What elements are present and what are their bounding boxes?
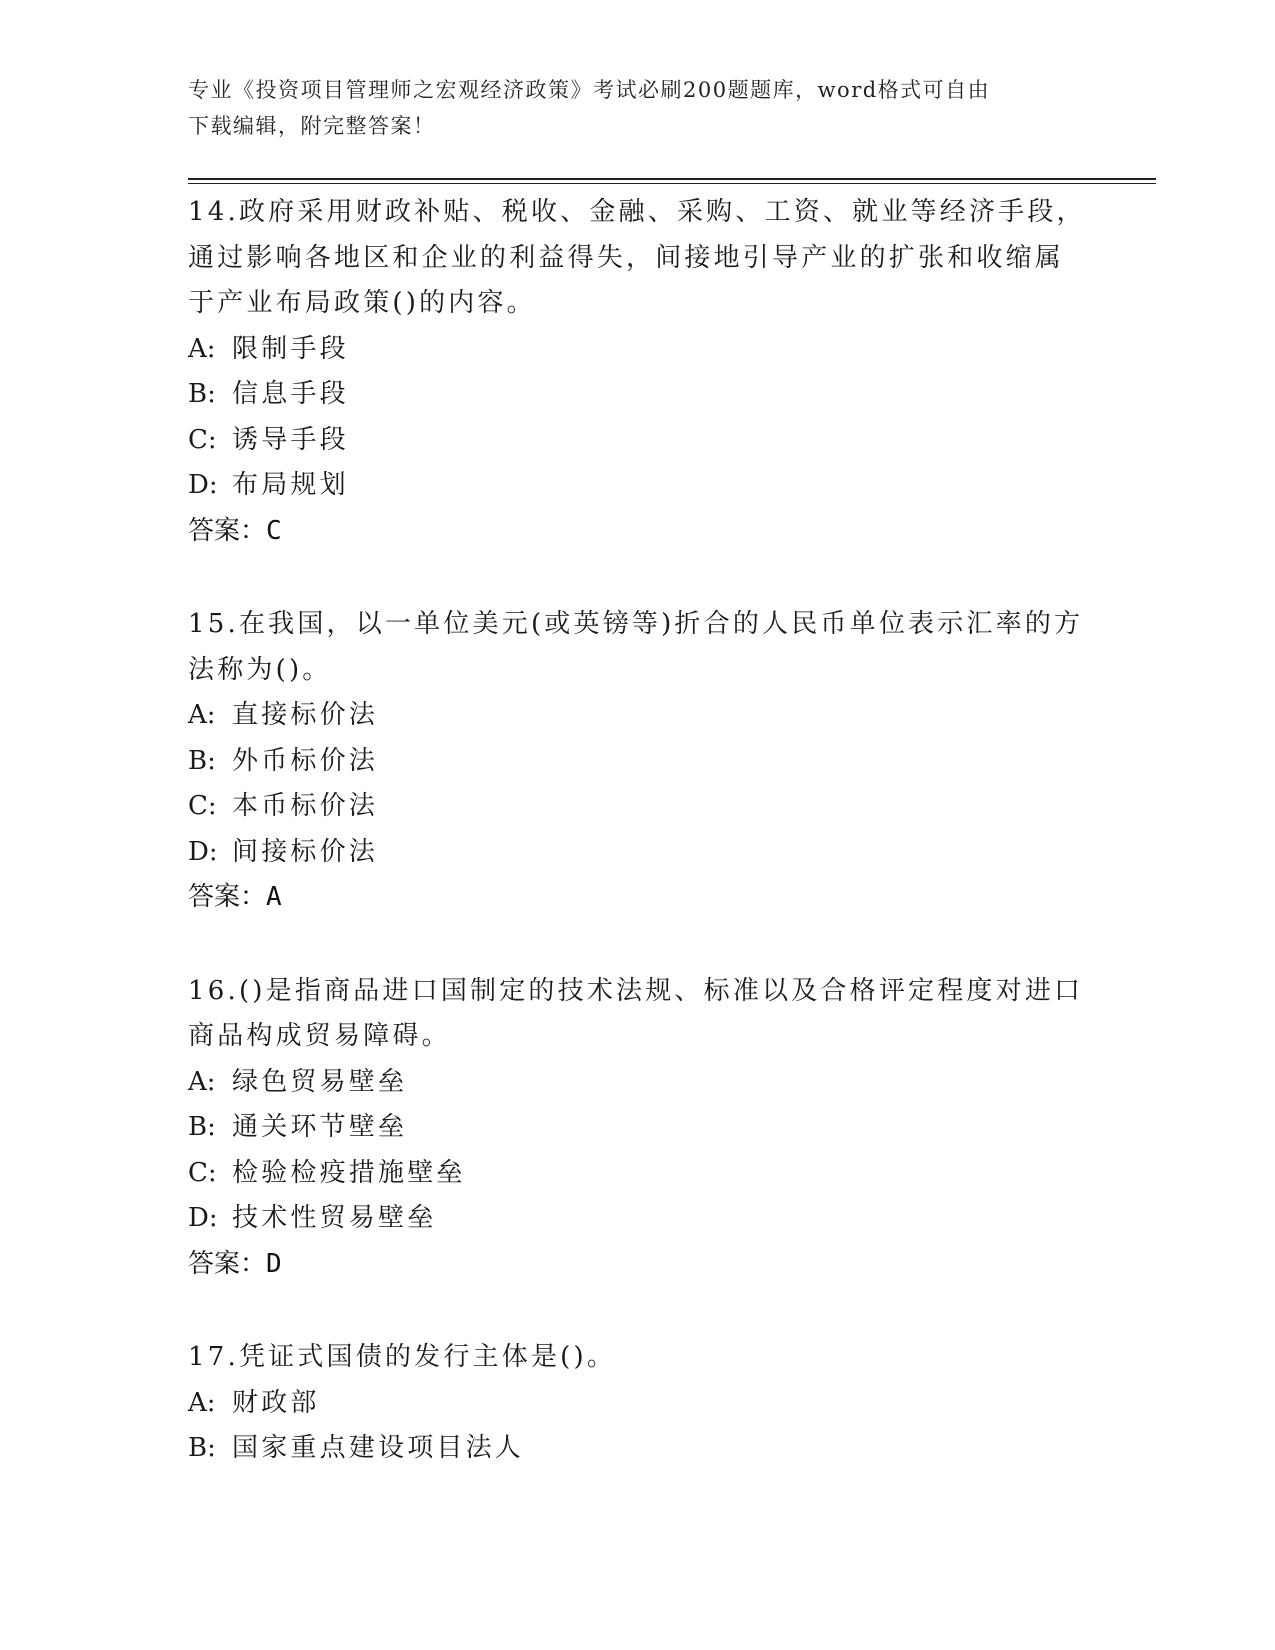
option-d (188, 463, 1088, 509)
question-15 (188, 602, 1088, 921)
option-a (188, 1381, 1088, 1427)
option-text: 本币标价法 (232, 791, 379, 821)
option-a (188, 1060, 1088, 1106)
answer-label: 答案： (188, 882, 267, 912)
document-header (188, 72, 1068, 144)
option-text: 布局规划 (232, 470, 349, 500)
option-letter: A: (188, 1066, 216, 1097)
option-text: 国家重点建设项目法人 (232, 1433, 525, 1463)
question-17 (188, 1335, 1088, 1472)
option-text: 财政部 (232, 1387, 320, 1418)
header-divider-thick (188, 178, 1156, 180)
option-b (188, 739, 1088, 785)
option-text: 直接标价法 (232, 700, 379, 730)
option-a (188, 327, 1088, 373)
option-letter: B: (188, 1433, 216, 1463)
option-letter: D: (188, 836, 218, 867)
option-text: 限制手段 (232, 333, 349, 364)
option-d (188, 1196, 1088, 1242)
option-a (188, 693, 1088, 739)
answer-line (188, 509, 1088, 555)
answer-value: C (266, 515, 282, 546)
answer-line (188, 1242, 1088, 1288)
option-letter: A: (188, 1387, 216, 1418)
question-14 (188, 190, 1088, 554)
answer-value: A (266, 882, 282, 912)
option-c (188, 418, 1088, 464)
option-text: 技术性贸易壁垒 (232, 1203, 437, 1233)
option-b (188, 1105, 1088, 1151)
option-letter: C: (188, 791, 217, 821)
question-stem: 16.()是指商品进口国制定的技术法规、标准以及合格评定程度对进口商品构成贸易障碍。 (188, 975, 1084, 1051)
question-16 (188, 969, 1088, 1288)
option-b (188, 1426, 1088, 1472)
option-c (188, 784, 1088, 830)
option-letter: C: (188, 424, 217, 455)
header-line-2: 下载编辑，附完整答案！ (188, 114, 436, 138)
option-text: 间接标价法 (232, 836, 379, 867)
question-list (188, 190, 1088, 1520)
option-c (188, 1151, 1088, 1197)
question-stem: 14.政府采用财政补贴、税收、金融、采购、工资、就业等经济手段，通过影响各地区和企业的利益得失，间接地引导产业的扩张和收缩属于产业布局政策()的内容。 (188, 197, 1086, 318)
option-d (188, 830, 1088, 876)
question-stem: 17.凭证式国债的发行主体是()。 (188, 1342, 617, 1372)
option-letter: D: (188, 1203, 218, 1233)
option-b (188, 372, 1088, 418)
header-divider-thin (188, 183, 1156, 184)
answer-label: 答案： (188, 515, 267, 546)
answer-label: 答案： (188, 1248, 267, 1279)
question-stem: 15.在我国，以一单位美元(或英镑等)折合的人民币单位表示汇率的方法称为()。 (188, 609, 1084, 685)
option-text: 绿色贸易壁垒 (232, 1066, 408, 1097)
option-text: 诱导手段 (232, 424, 349, 455)
option-letter: B: (188, 745, 216, 776)
option-letter: B: (188, 1112, 216, 1142)
option-text: 信息手段 (232, 379, 349, 409)
option-letter: C: (188, 1157, 217, 1188)
option-text: 外币标价法 (232, 745, 379, 776)
option-letter: D: (188, 470, 218, 500)
header-line-1: 专业《投资项目管理师之宏观经济政策》考试必刷200题题库，word格式可自由 (188, 78, 991, 102)
answer-value: D (266, 1248, 282, 1279)
option-letter: A: (188, 333, 216, 364)
option-letter: A: (188, 700, 216, 730)
option-letter: B: (188, 379, 216, 409)
answer-line (188, 875, 1088, 921)
option-text: 通关环节壁垒 (232, 1112, 408, 1142)
option-text: 检验检疫措施壁垒 (232, 1157, 466, 1188)
